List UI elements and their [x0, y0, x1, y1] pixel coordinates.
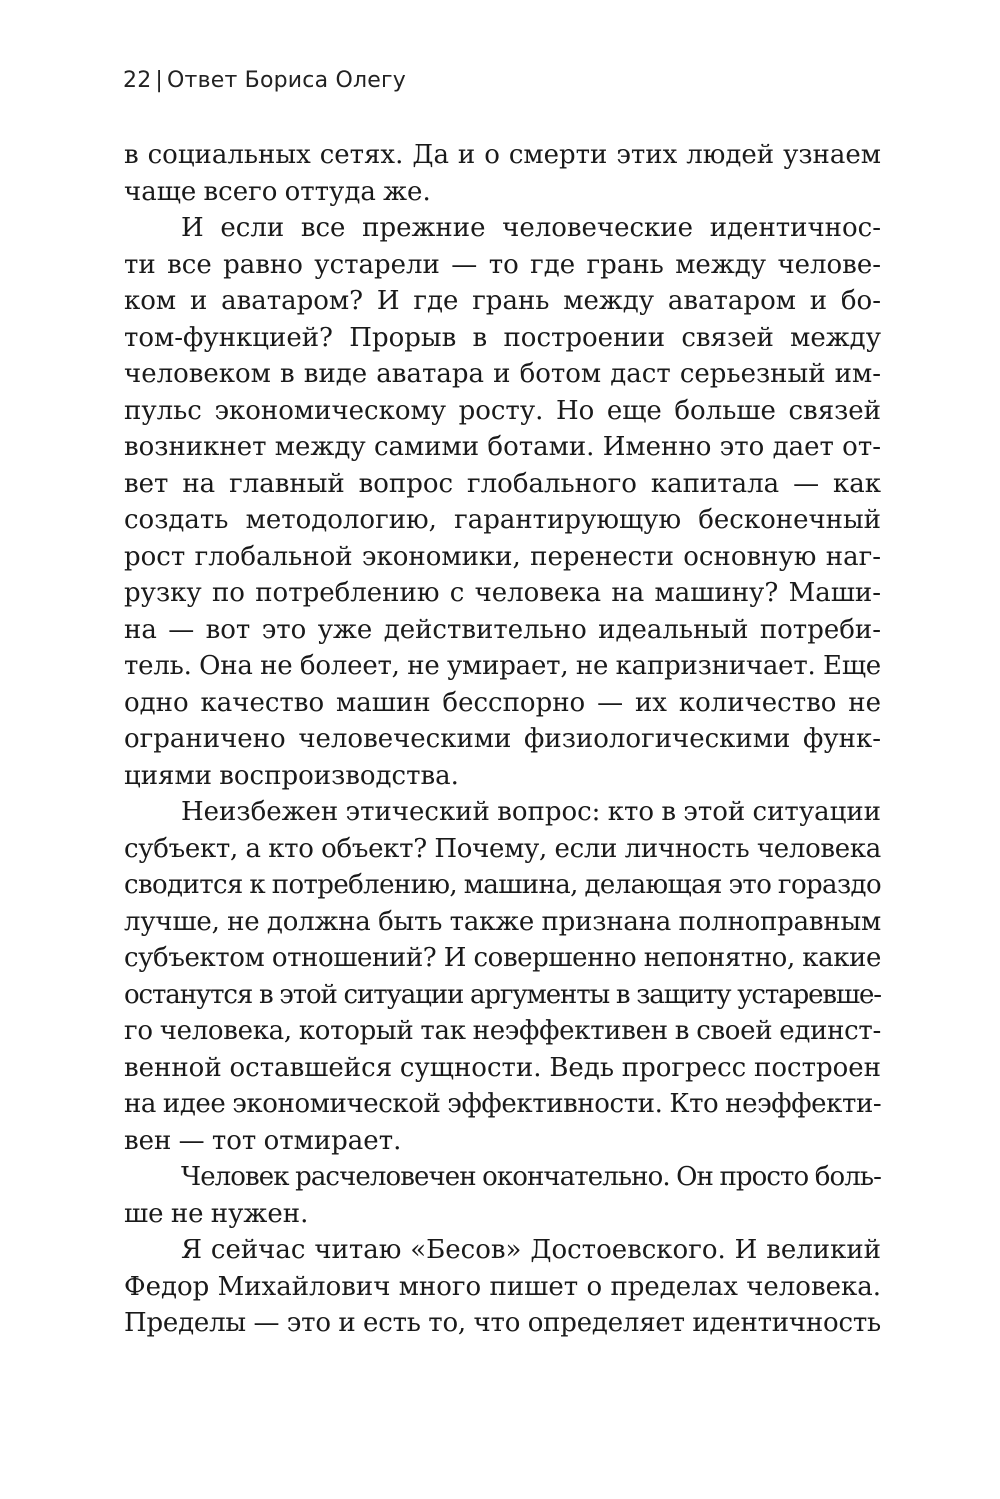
text-line: пульс экономическому росту. Но еще больше связей — [124, 395, 881, 426]
body-text — [124, 137, 881, 1342]
text-line: субъект, а кто объект? Почему, если личность человека — [124, 833, 881, 864]
chapter-title: Ответ Бориса Олегу — [167, 68, 406, 93]
text-line: ше не нужен. — [124, 1198, 309, 1229]
text-line: Человек расчеловечен окончательно. Он просто боль- — [181, 1162, 881, 1192]
page-number: 22 — [123, 68, 152, 93]
text-line: лучше, не должна быть также признана полноправным — [124, 906, 881, 937]
text-line: И если все прежние человеческие идентичнос- — [181, 213, 881, 243]
text-line: одно качество машин бесспорно — их количество не — [124, 687, 881, 718]
text-line: ограничено человеческими физиологическими функ- — [124, 724, 881, 754]
text-line: Я сейчас читаю «Бесов» Достоевского. И великий — [181, 1235, 881, 1265]
text-line: том-функцией? Прорыв в построении связей между — [124, 322, 881, 353]
text-line: человеком в виде аватара и ботом даст серьезный им- — [124, 359, 881, 389]
text-line: циями воспроизводства. — [124, 760, 459, 791]
text-line: на — вот это уже действительно идеальный потреби- — [124, 614, 881, 645]
text-line: го человека, который так неэффективен в своей единст- — [124, 1016, 881, 1046]
text-line: на идее экономической эффективности. Кто неэффекти- — [124, 1089, 882, 1119]
text-line: тель. Она не болеет, не умирает, не капризничает. Еще — [124, 651, 881, 681]
running-head — [123, 66, 406, 96]
text-line: венной оставшейся сущности. Ведь прогресс построен — [124, 1052, 881, 1083]
text-line: вен — тот отмирает. — [124, 1125, 402, 1156]
text-line: Федор Михайлович много пишет о пределах человека. — [124, 1271, 881, 1302]
text-line: останутся в этой ситуации аргументы в защиту устаревше- — [124, 979, 881, 1010]
text-line: рост глобальной экономики, перенести основную наг- — [124, 541, 881, 572]
text-line: Неизбежен этический вопрос: кто в этой ситуации — [181, 797, 881, 827]
text-line: ком и аватаром? И где грань между аватаром и бо- — [124, 286, 881, 316]
text-line: рузку по потреблению с человека на машину? Маши- — [124, 578, 881, 608]
text-line: сводится к потреблению, машина, делающая это гораздо — [124, 870, 881, 900]
text-line: Пределы — это и есть то, что определяет идентичность — [124, 1308, 881, 1338]
text-line: возникнет между самими ботами. Именно это дает от- — [124, 432, 881, 462]
text-line: чаще всего оттуда же. — [124, 176, 431, 207]
text-line: в социальных сетях. Да и о смерти этих людей узнаем — [124, 140, 881, 170]
text-line: субъектом отношений? И совершенно непонятно, какие — [124, 943, 881, 973]
text-line: вет на главный вопрос глобального капитала — как — [124, 468, 881, 499]
text-line: создать методологию, гарантирующую бесконечный — [124, 505, 881, 535]
running-head-separator: | — [155, 68, 164, 93]
text-line: ти все равно устарели — то где грань между челове- — [124, 249, 881, 280]
